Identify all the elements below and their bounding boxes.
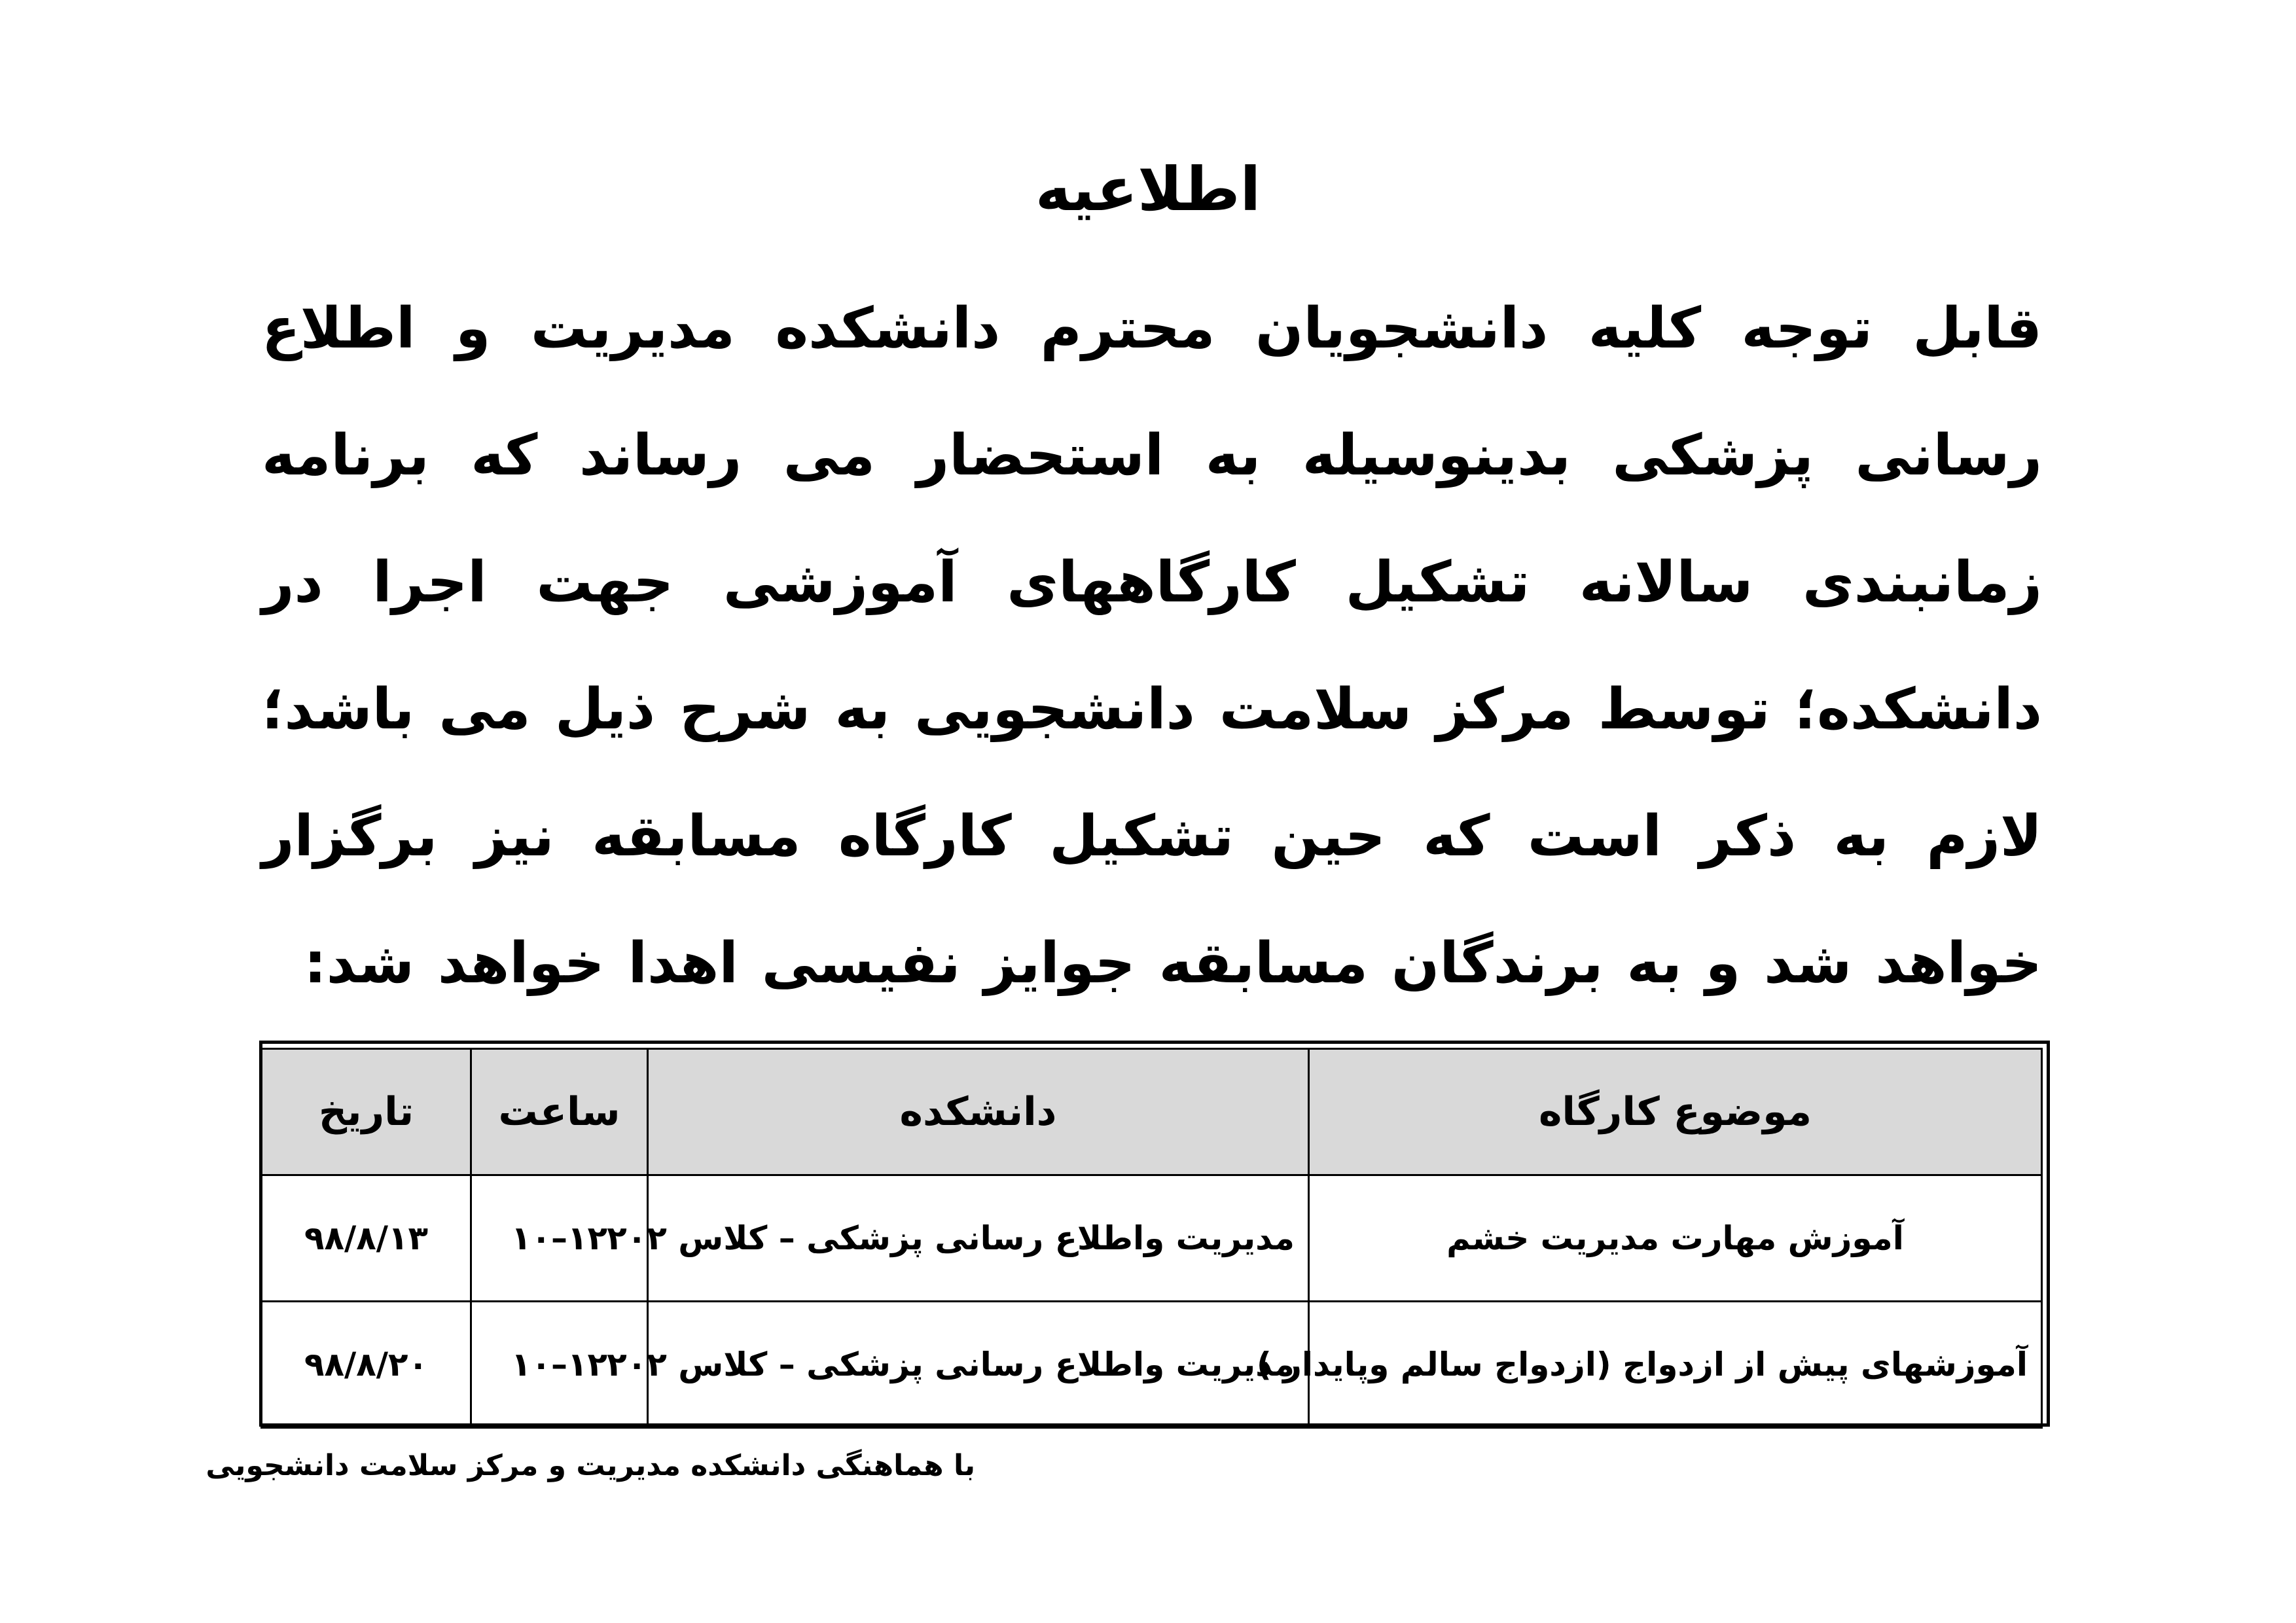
header-time: ساعت — [471, 1049, 648, 1175]
workshop-schedule-table — [260, 1048, 2043, 1429]
cell-topic: آموزشهای پیش از ازدواج (ازدواج سالم وپایدار ) — [1309, 1302, 2042, 1428]
footer-note: با هماهنگی دانشکده مدیریت و مرکز سلامت دانشجویی — [206, 1449, 975, 1482]
cell-time: ۱۲–۱۰ — [471, 1175, 648, 1302]
workshop-table-frame — [259, 1041, 2050, 1427]
header-faculty: دانشکده — [648, 1049, 1309, 1175]
cell-date: ۹۸/۸/۱۳ — [262, 1175, 471, 1302]
cell-time: ۱۲–۱۰ — [471, 1302, 648, 1428]
header-topic: موضوع کارگاه — [1309, 1049, 2042, 1175]
notice-body-text: قابل توجه کلیه دانشجویان محترم دانشکده مدیریت و اطلاع رسانی پزشکی بدینوسیله به استحضار می رساند که برنامه زمانبندی سالانه تشکیل کارگاههای آموزشی جهت اجرا در دانشکده؛ توسط مرکز سلامت دانشجویی به شرح ذیل می باشد؛ لازم به ذکر است که حین تشکیل کارگاه مسابقه نیز برگزار خواهد شد و به برندگان مسابقه جوایز نفیسی اهدا خواهد شد: — [262, 296, 2042, 996]
header-date: تاریخ — [262, 1049, 471, 1175]
cell-topic: آموزش مهارت مدیریت خشم — [1309, 1175, 2042, 1302]
table-header-row — [262, 1049, 2042, 1175]
table-row — [262, 1175, 2042, 1302]
cell-date: ۹۸/۸/۲۰ — [262, 1302, 471, 1428]
table-row — [262, 1302, 2042, 1428]
cell-faculty: مدیریت واطلاع رسانی پزشکی – کلاس ۲۰۲ — [648, 1302, 1309, 1428]
cell-faculty: مدیریت واطلاع رسانی پزشکی – کلاس ۲۰۲ — [648, 1175, 1309, 1302]
page-title: اطلاعیه — [1035, 154, 1261, 224]
